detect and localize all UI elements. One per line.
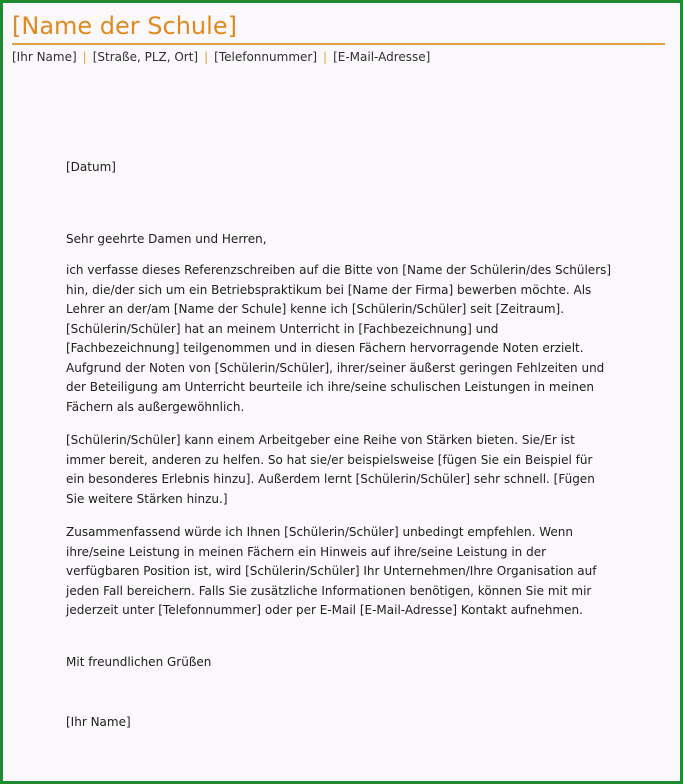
heading-divider: [12, 43, 665, 45]
school-name-heading[interactable]: [Name der Schule]: [12, 12, 237, 40]
letter-paragraph-1[interactable]: ich verfasse dieses Referenzschreiben auf die Bitte von [Name der Schülerin/des Schülers] hin, die/der sich um ein Betriebspraktikum bei [Name der Firma] bewerben möchte. Als Lehrer an der/am [Name der Schule] kenne ich [Schülerin/Schüler] seit [Zeitraum]. [Schülerin/Schüler] hat an meinem Unterricht in [Fachbezeichnung] und [Fachbezeichnung] teilgenommen und in diesen Fächern hervorragende Noten erzielt. Aufgrund der Noten von [Schülerin/Schüler], ihrer/seiner äußerst geringen Fehlzeiten und der Beteiligung am Unterricht beurteile ich ihre/seine schulischen Leistungen in meinen Fächern als außergewöhnlich.: [66, 263, 612, 414]
letter-closing[interactable]: Mit freundlichen Grüßen: [66, 655, 212, 669]
sender-email[interactable]: [E-Mail-Adresse]: [333, 50, 431, 64]
letter-greeting[interactable]: Sehr geehrte Damen und Herren,: [66, 232, 267, 246]
letter-date[interactable]: [Datum]: [66, 160, 116, 174]
sender-name[interactable]: [Ihr Name]: [12, 50, 77, 64]
sender-phone[interactable]: [Telefonnummer]: [214, 50, 318, 64]
letter-signature[interactable]: [Ihr Name]: [66, 715, 131, 729]
contact-separator: |: [82, 50, 87, 64]
contact-separator: |: [204, 50, 209, 64]
letter-paragraph-3[interactable]: Zusammenfassend würde ich Ihnen [Schülerin/Schüler] unbedingt empfehlen. Wenn ihre/seine Leistung in meinen Fächern ein Hinweis auf ihre/seine Leistung in der verfügbaren Position ist, wird [Schülerin/Schüler] Ihr Unternehmen/Ihre Organisation auf jeden Fall bereichern. Falls Sie zusätzliche Informationen benötigen, können Sie mit mir jederzeit unter [Telefonnummer] oder per E-Mail [E-Mail-Adresse] Kontakt aufnehmen.: [66, 525, 597, 617]
contact-separator: |: [323, 50, 328, 64]
sender-address[interactable]: [Straße, PLZ, Ort]: [92, 50, 199, 64]
letter-paragraph-2[interactable]: [Schülerin/Schüler] kann einem Arbeitgeber eine Reihe von Stärken bieten. Sie/Er ist immer bereit, anderen zu helfen. So hat sie/er beispielsweise [fügen Sie ein Beispiel für ein besonderes Erlebnis hinzu]. Außerdem lernt [Schülerin/Schüler] sehr schnell. [Fügen Sie weitere Stärken hinzu.]: [66, 433, 595, 506]
contact-line: [12, 48, 430, 66]
